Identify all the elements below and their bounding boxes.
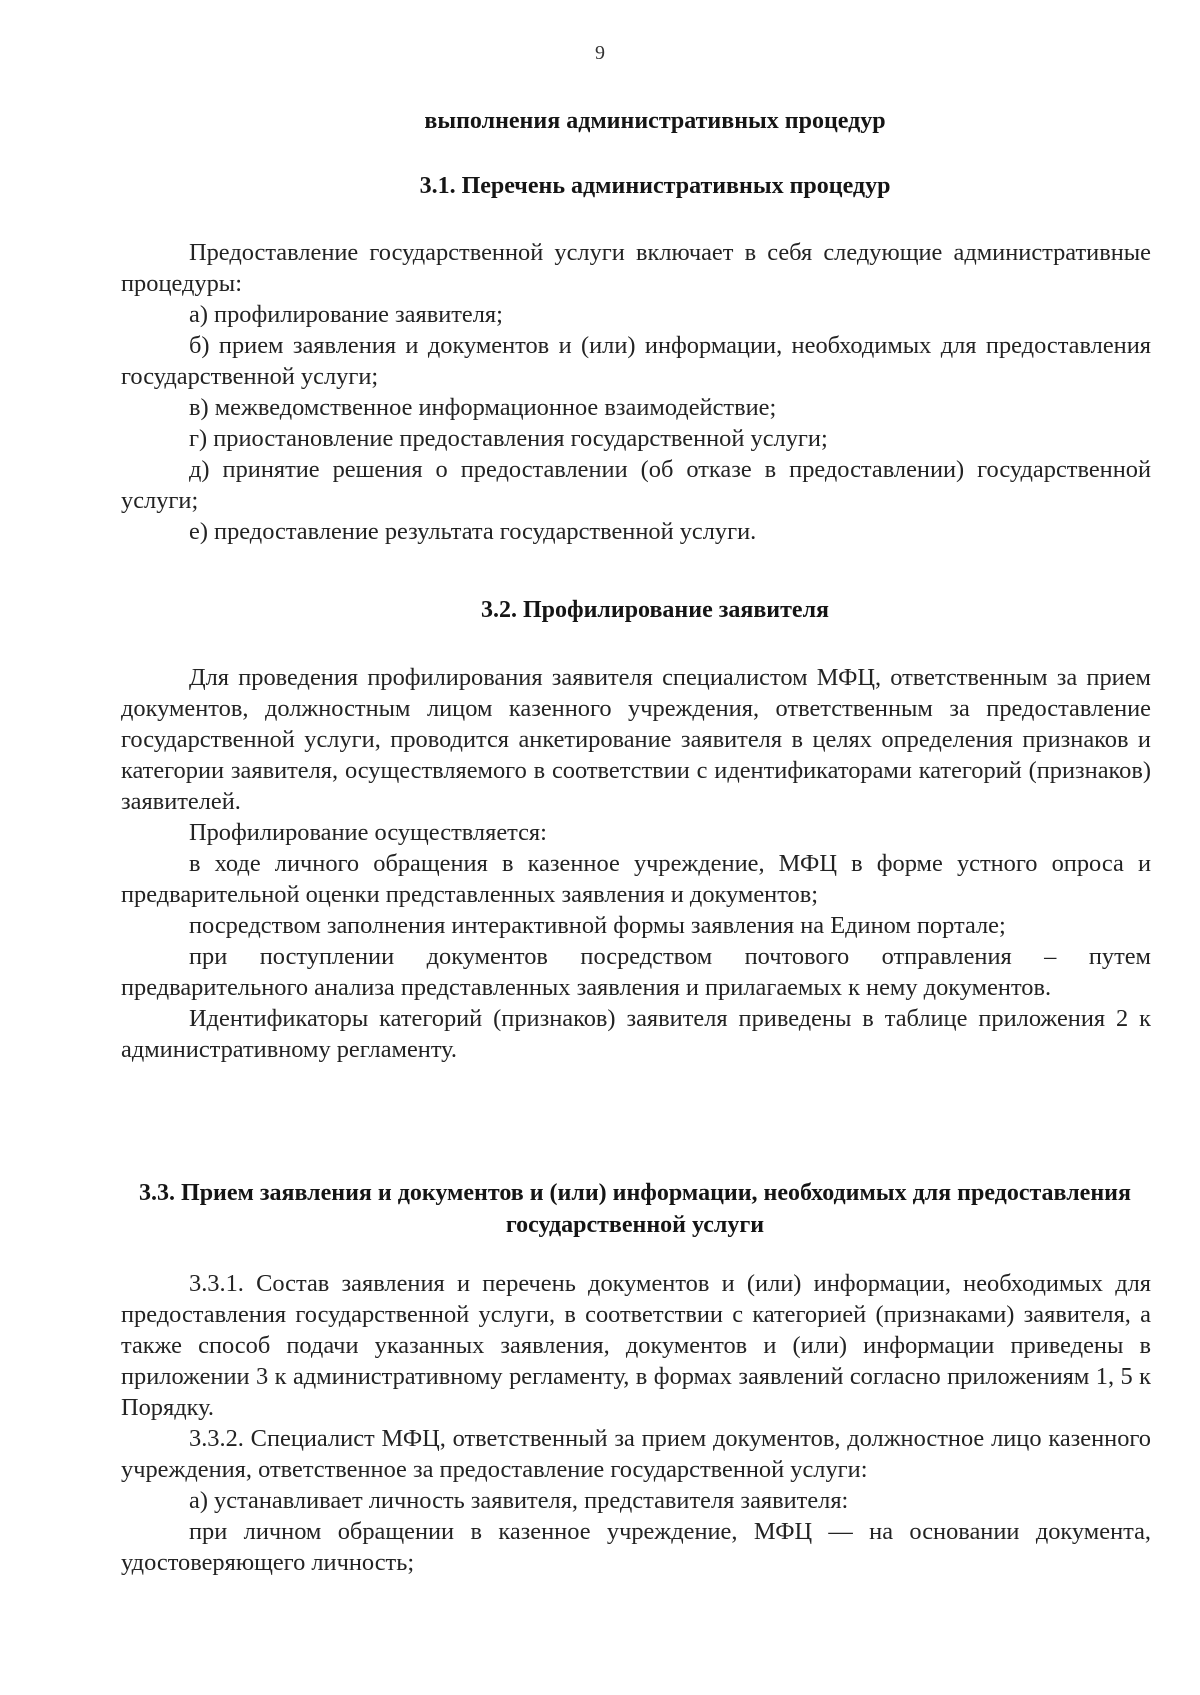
list-item: а) устанавливает личность заявителя, представителя заявителя: bbox=[189, 1487, 849, 1514]
paragraph: в ходе личного обращения в казенное учреждение, МФЦ в форме устного опроса и предварительной оценки представленных заявления и документов; bbox=[121, 850, 1151, 908]
paragraph: 3.3.2. Специалист МФЦ, ответственный за прием документов, должностное лицо казенного учреждения, ответственное за предоставление государственной услуги: bbox=[121, 1425, 1151, 1483]
section-3-3-body bbox=[121, 1268, 1151, 1578]
section-3-2-body bbox=[121, 662, 1151, 1065]
section-heading-3-2: 3.2. Профилирование заявителя bbox=[480, 597, 830, 623]
paragraph: при личном обращении в казенное учреждение, МФЦ — на основании документа, удостоверяющего личность; bbox=[121, 1518, 1151, 1576]
page-number: 9 bbox=[595, 42, 605, 64]
paragraph: посредством заполнения интерактивной формы заявления на Едином портале; bbox=[189, 912, 1006, 939]
paragraph: Для проведения профилирования заявителя специалистом МФЦ, ответственным за прием документов, должностным лицом казенного учреждения, ответственным за предоставление государственной услуги, проводится анкетирование заявителя в целях определения признаков и категории заявителя, осуществляемого в соответствии с идентификаторами категорий (признаков) заявителей. bbox=[121, 664, 1151, 815]
list-item: д) принятие решения о предоставлении (об отказе в предоставлении) государственной услуги; bbox=[121, 456, 1151, 514]
list-item: г) приостановление предоставления государственной услуги; bbox=[189, 425, 828, 452]
paragraph: 3.3.1. Состав заявления и перечень документов и (или) информации, необходимых для предоставления государственной услуги, в соответствии с категорией (признаками) заявителя, а также способ подачи указанных заявления, документов и (или) информации приведены в приложении 3 к административному регламенту, в формах заявлений согласно приложениям 1, 5 к Порядку. bbox=[121, 1270, 1151, 1421]
paragraph: Предоставление государственной услуги включает в себя следующие административные процедуры: bbox=[121, 239, 1151, 297]
paragraph: при поступлении документов посредством почтового отправления – путем предварительного анализа представленных заявления и прилагаемых к нему документов. bbox=[121, 943, 1151, 1001]
list-item: в) межведомственное информационное взаимодействие; bbox=[189, 394, 777, 421]
section-heading-3-1: 3.1. Перечень административных процедур bbox=[419, 173, 891, 199]
list-item: е) предоставление результата государственной услуги. bbox=[189, 518, 757, 545]
section-heading-continuation: выполнения административных процедур bbox=[424, 108, 886, 134]
list-item: б) прием заявления и документов и (или) информации, необходимых для предоставления государственной услуги; bbox=[121, 332, 1151, 390]
paragraph: Идентификаторы категорий (признаков) заявителя приведены в таблице приложения 2 к административному регламенту. bbox=[121, 1005, 1151, 1063]
list-item: а) профилирование заявителя; bbox=[189, 301, 503, 328]
paragraph: Профилирование осуществляется: bbox=[189, 819, 547, 846]
section-heading-3-3: 3.3. Прием заявления и документов и (или) информации, необходимых для предоставления государственной услуги bbox=[139, 1180, 1131, 1238]
section-3-1-body bbox=[121, 237, 1151, 547]
